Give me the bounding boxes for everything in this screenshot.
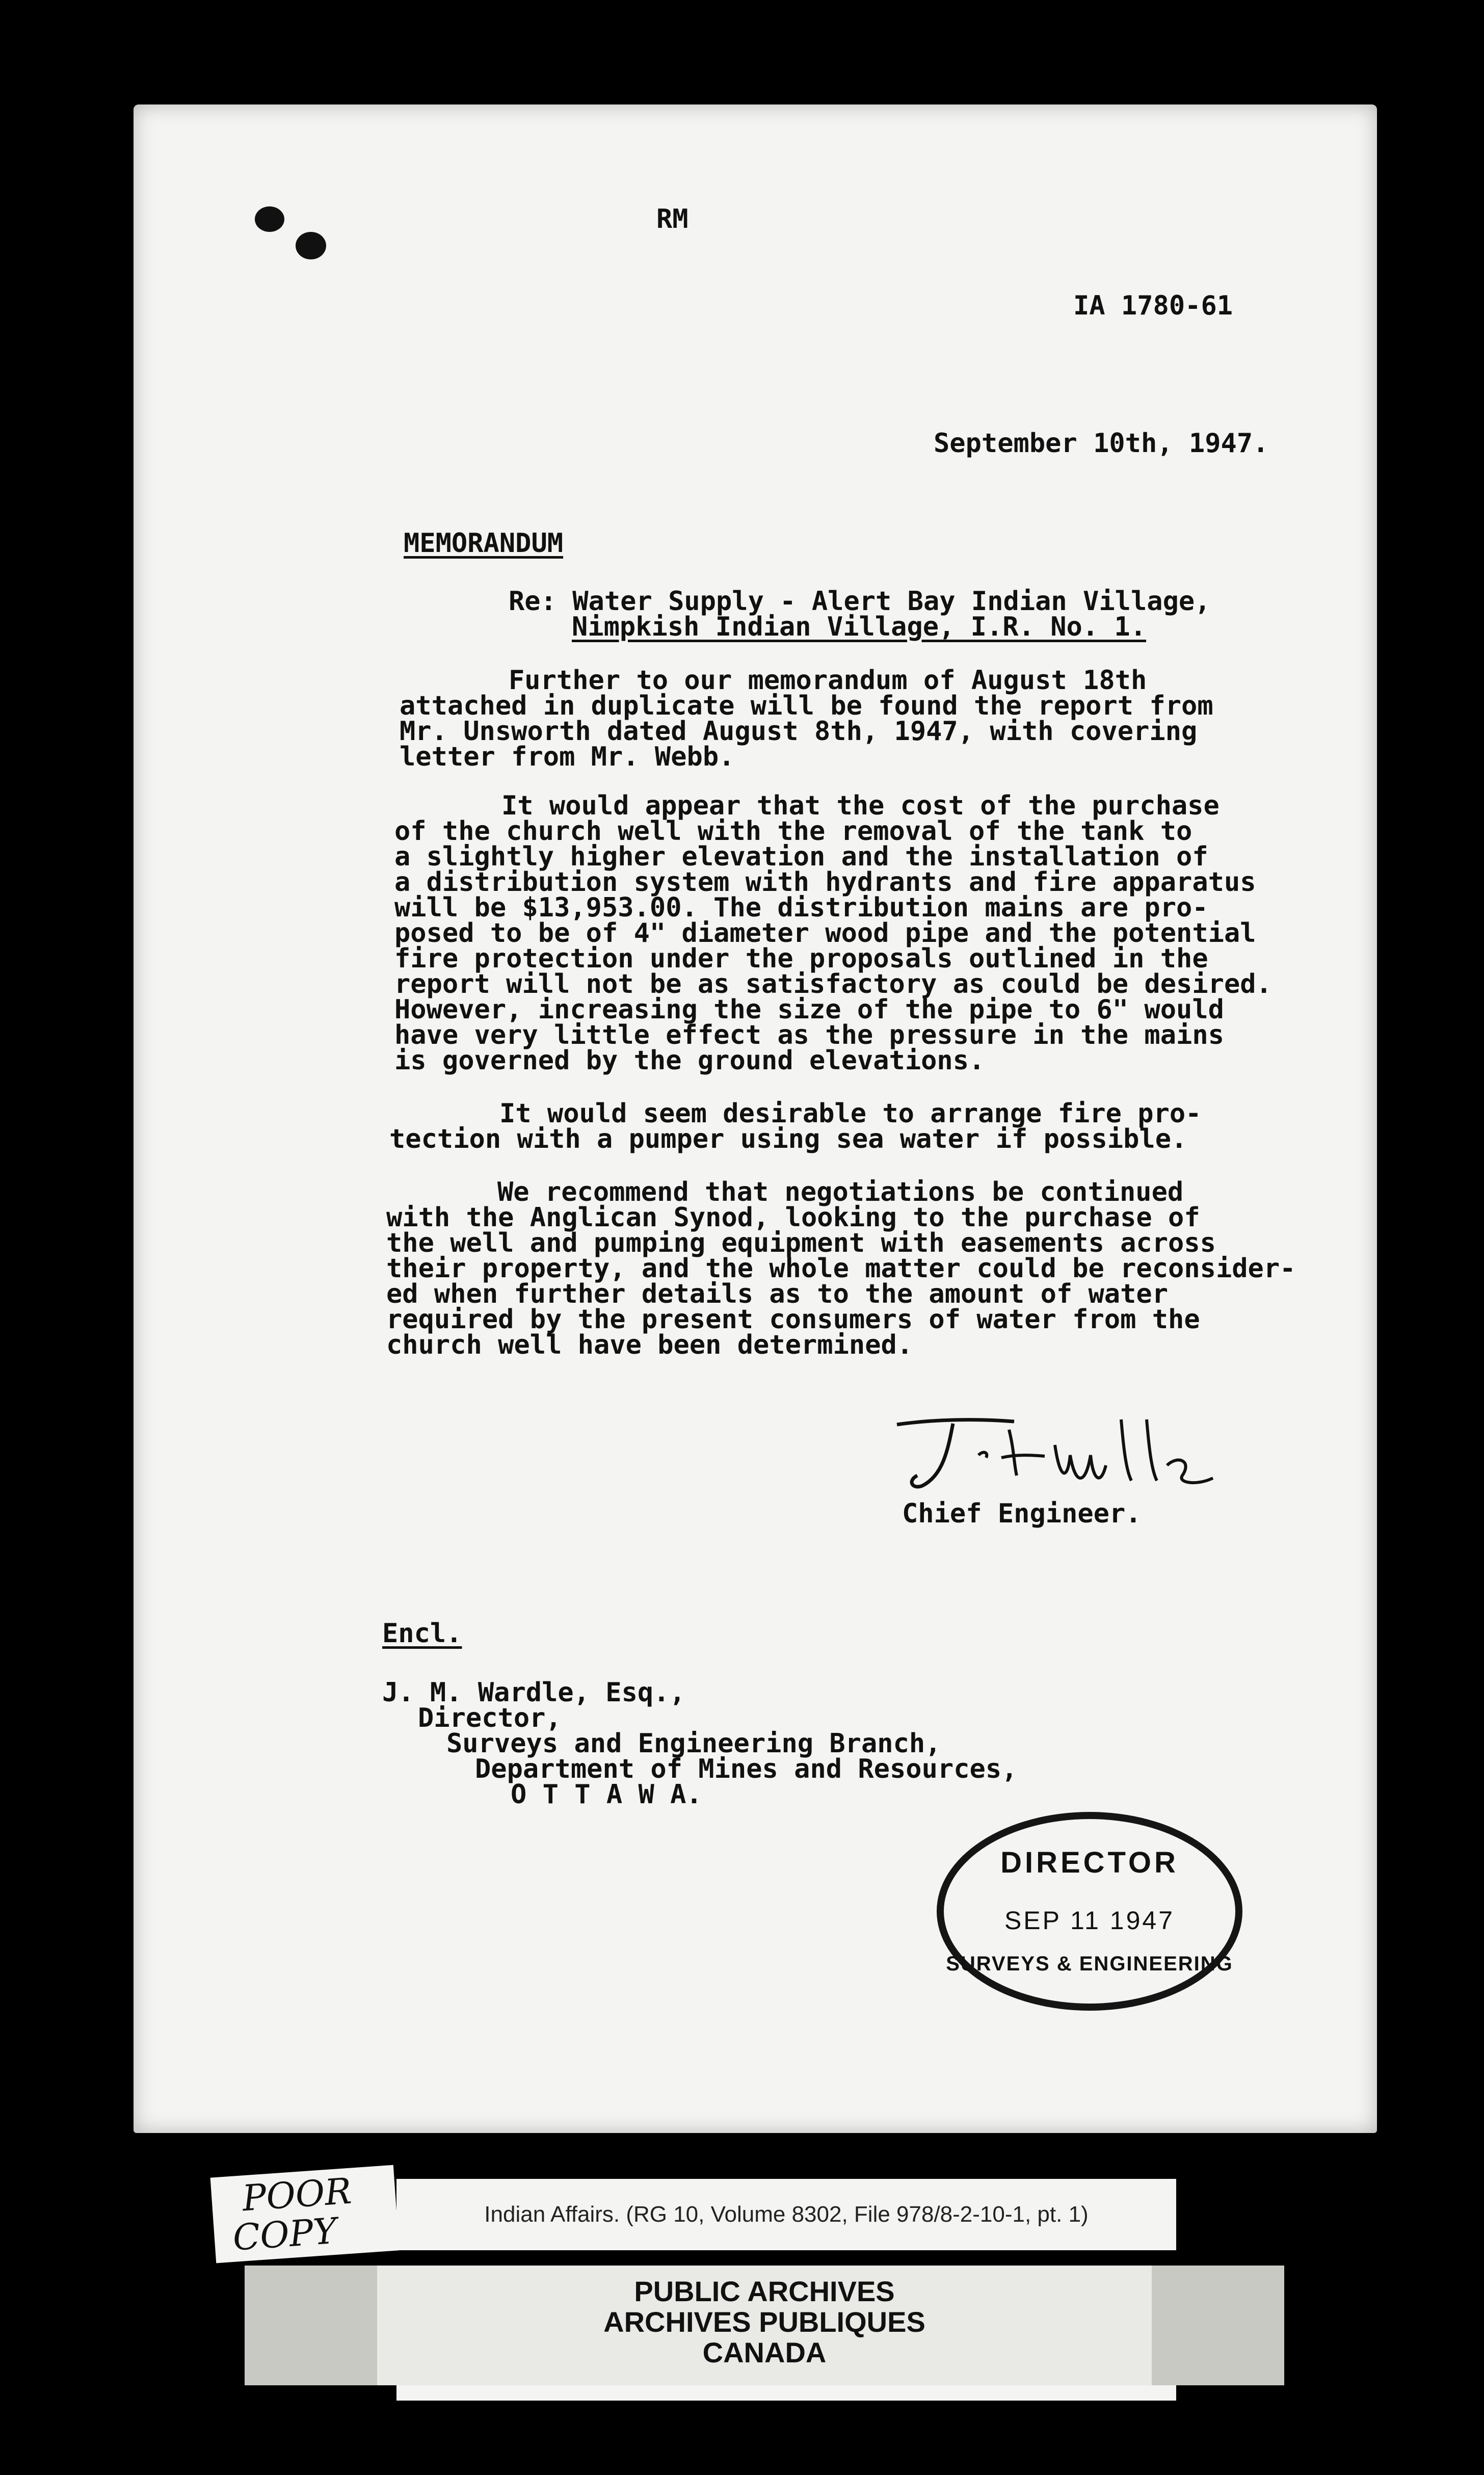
- address-line: O T T A W A.: [511, 1779, 702, 1810]
- archives-bottom-strip: [396, 2385, 1176, 2401]
- archive-reference: [396, 2179, 1176, 2250]
- text-line: ed when further details as to the amount of water: [386, 1279, 1169, 1309]
- text-line: the well and pumping equipment with easements across: [386, 1228, 1216, 1258]
- text-line: required by the present consumers of water from the: [386, 1304, 1200, 1335]
- document-page: [134, 104, 1377, 2133]
- text-line: attached in duplicate will be found the report from: [400, 691, 1213, 721]
- memo-date: September 10th, 1947.: [934, 428, 1269, 459]
- stamp-date: SEP 11 1947: [1004, 1906, 1175, 1935]
- text-line: church well have been determined.: [386, 1330, 913, 1360]
- archives-line: ARCHIVES PUBLIQUES: [603, 2306, 925, 2338]
- address-line: Surveys and Engineering Branch,: [446, 1728, 941, 1759]
- text-line: their property, and the whole matter could be reconsider-: [386, 1253, 1296, 1284]
- text-line: Mr. Unsworth dated August 8th, 1947, with covering: [400, 716, 1198, 747]
- file-reference: IA 1780-61: [1073, 291, 1233, 321]
- text-line: a slightly higher elevation and the installation of: [394, 841, 1208, 872]
- address-line: Director,: [418, 1703, 562, 1733]
- stamp-heading: DIRECTOR: [1000, 1846, 1179, 1879]
- text-line: of the church well with the removal of the tank to: [394, 816, 1192, 847]
- text-line: We recommend that negotiations be continued: [497, 1177, 1184, 1207]
- text-line: Further to our memorandum of August 18th: [509, 665, 1147, 696]
- poor-copy-line: POOR: [241, 2170, 353, 2220]
- enclosure-label: Encl.: [382, 1618, 462, 1649]
- memo-title: MEMORANDUM: [404, 528, 564, 559]
- address-line: Department of Mines and Resources,: [475, 1754, 1018, 1784]
- text-line: posed to be of 4" diameter wood pipe and the potential: [394, 918, 1256, 949]
- received-stamp: [937, 1812, 1242, 2011]
- text-line: It would appear that the cost of the purchase: [501, 791, 1220, 821]
- archive-reference-text: Indian Affairs. (RG 10, Volume 8302, File 978/8-2-10-1, pt. 1): [484, 2202, 1089, 2227]
- text-line: tection with a pumper using sea water if possible.: [389, 1124, 1187, 1154]
- text-line: letter from Mr. Webb.: [400, 742, 735, 772]
- text-line: fire protection under the proposals outlined in the: [394, 943, 1208, 974]
- subject-line-1: Re: Water Supply - Alert Bay Indian Village,: [509, 586, 1211, 617]
- text-line: However, increasing the size of the pipe to 6" would: [394, 994, 1224, 1025]
- signature-image: [892, 1409, 1218, 1511]
- poor-copy-label: [210, 2165, 400, 2263]
- text-line: with the Anglican Synod, looking to the purchase of: [386, 1202, 1200, 1233]
- text-line: have very little effect as the pressure in the mains: [394, 1020, 1224, 1050]
- ink-blot: [296, 232, 326, 259]
- text-line: a distribution system with hydrants and fire apparatus: [394, 867, 1256, 898]
- text-line: will be $13,953.00. The distribution mains are pro-: [394, 892, 1208, 923]
- address-line: J. M. Wardle, Esq.,: [382, 1677, 685, 1708]
- subject-line-2: Nimpkish Indian Village, I.R. No. 1.: [572, 612, 1147, 642]
- signature-title: Chief Engineer.: [902, 1498, 1142, 1529]
- text-line: report will not be as satisfactory as could be desired.: [394, 969, 1272, 999]
- poor-copy-line: COPY: [231, 2209, 338, 2259]
- archives-label-strip: [245, 2266, 1284, 2385]
- stamp-department: SURVEYS & ENGINEERING: [946, 1953, 1233, 1975]
- header-initials: RM: [656, 204, 688, 234]
- text-line: is governed by the ground elevations.: [394, 1045, 985, 1076]
- text-line: It would seem desirable to arrange fire pro-: [499, 1098, 1202, 1129]
- archives-line: PUBLIC ARCHIVES: [634, 2275, 895, 2307]
- ink-blot: [255, 206, 284, 232]
- archives-line: CANADA: [702, 2336, 827, 2368]
